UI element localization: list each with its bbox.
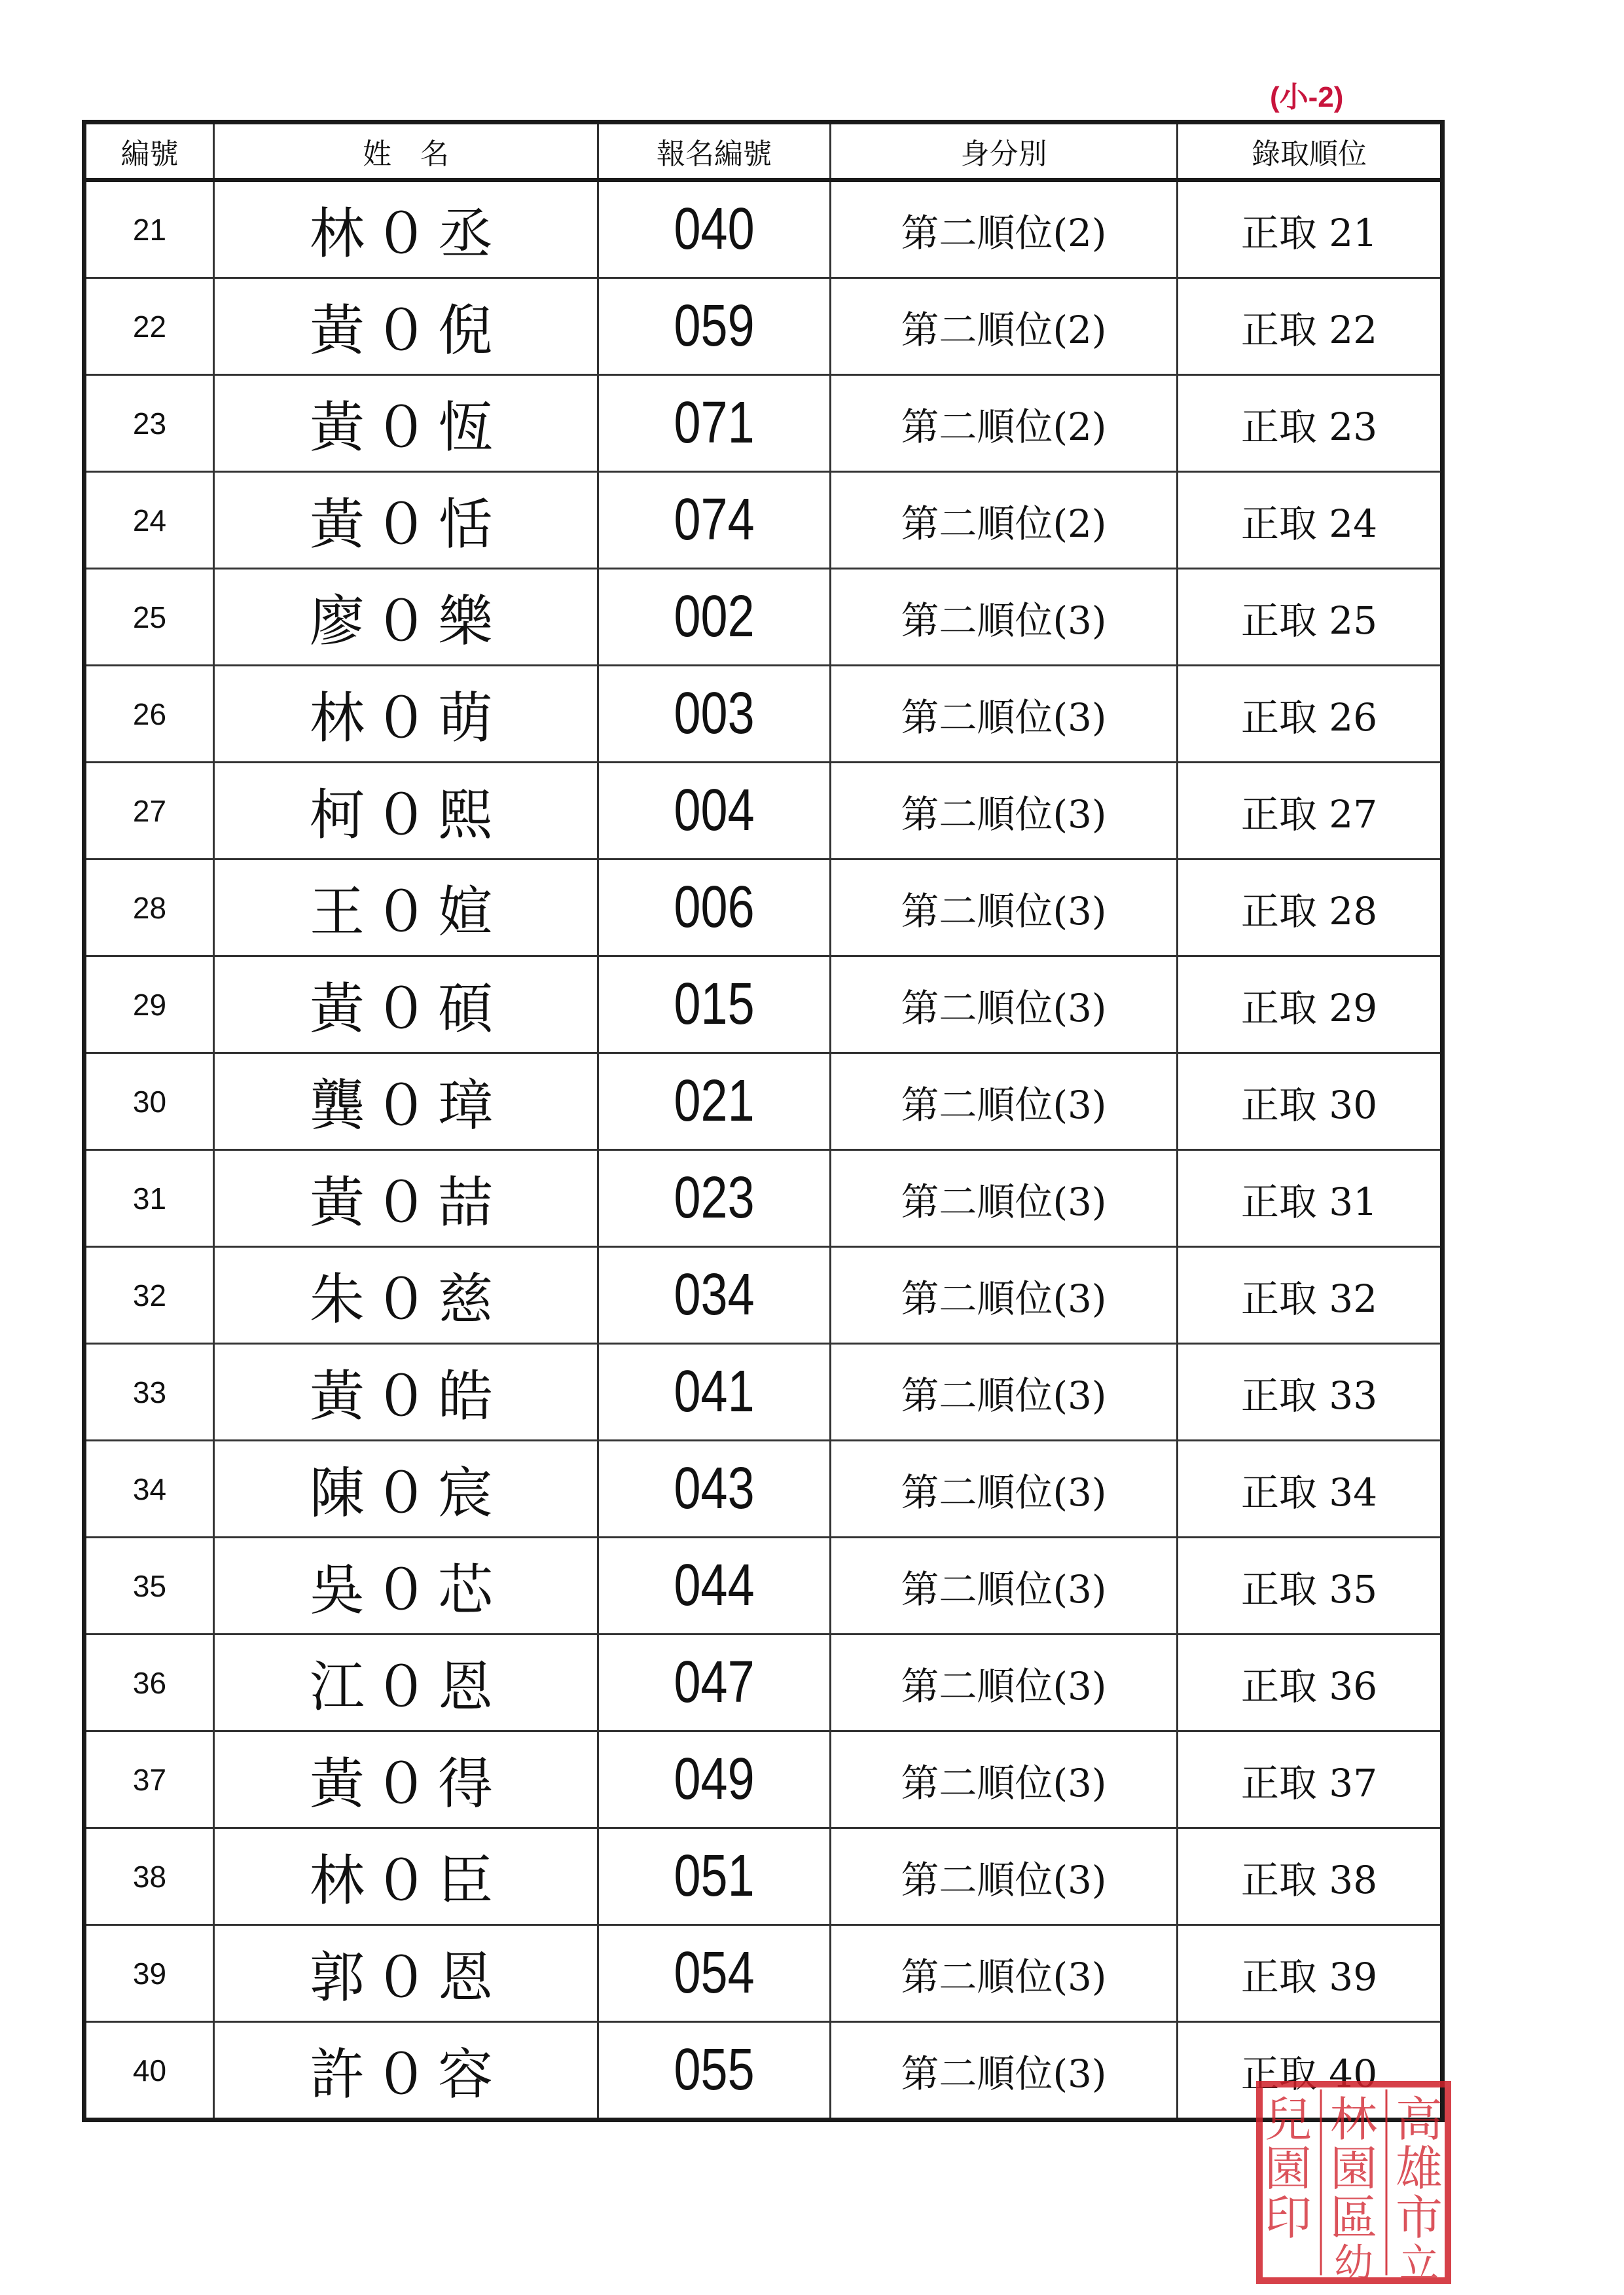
cell-name-text: 林０萌 [309, 686, 502, 750]
cell-identity-text: 第二順位(3) [901, 1954, 1107, 1999]
cell-rank [1178, 1538, 1443, 1635]
cell-rank-text: 正取 33 [1240, 1373, 1378, 1418]
cell-reg-no [598, 1635, 831, 1731]
cell-rank [1178, 1441, 1443, 1538]
cell-name-text: 許０容 [309, 2042, 502, 2106]
cell-reg-no [598, 1053, 831, 1150]
cell-no-text: 38 [132, 1859, 167, 1894]
cell-reg-no-text: 041 [674, 1359, 755, 1424]
cell-reg-no-text: 006 [674, 875, 755, 940]
cell-rank [1178, 763, 1443, 859]
cell-identity [831, 859, 1178, 956]
svg-text:雄: 雄 [1395, 2141, 1443, 2196]
cell-name-text: 林０臣 [309, 1849, 502, 1913]
cell-name [214, 278, 598, 375]
table-row [84, 472, 1443, 569]
cell-reg-no-text: 044 [674, 1553, 755, 1618]
header-rank: 錄取順位 [1178, 122, 1443, 181]
cell-reg-no-text: 023 [674, 1165, 755, 1231]
cell-no [84, 278, 214, 375]
cell-name [214, 666, 598, 763]
cell-name [214, 1635, 598, 1731]
cell-reg-no-text: 074 [674, 487, 755, 552]
cell-rank [1178, 180, 1443, 278]
cell-reg-no-text: 059 [674, 293, 755, 359]
cell-no-text: 31 [132, 1181, 167, 1216]
cell-no [84, 1635, 214, 1731]
cell-identity-text: 第二順位(3) [901, 1663, 1107, 1708]
cell-reg-no [598, 1344, 831, 1441]
cell-reg-no [598, 666, 831, 763]
table-row [84, 956, 1443, 1053]
cell-reg-no-text: 047 [674, 1650, 755, 1715]
cell-no-text: 34 [132, 1472, 167, 1506]
cell-name [214, 1344, 598, 1441]
table-row [84, 1828, 1443, 1925]
cell-no [84, 763, 214, 859]
cell-rank [1178, 956, 1443, 1053]
cell-reg-no [598, 763, 831, 859]
cell-no [84, 1828, 214, 1925]
cell-name-text: 朱０慈 [309, 1267, 502, 1331]
cell-reg-no-text: 071 [674, 390, 755, 456]
cell-name [214, 763, 598, 859]
cell-no [84, 569, 214, 666]
cell-name [214, 472, 598, 569]
table-row [84, 1150, 1443, 1247]
cell-rank-text: 正取 36 [1240, 1663, 1378, 1708]
cell-reg-no [598, 859, 831, 956]
svg-text:園: 園 [1329, 2141, 1378, 2196]
cell-reg-no [598, 472, 831, 569]
cell-reg-no-text: 051 [674, 1843, 755, 1909]
cell-name-text: 黃０皓 [309, 1364, 502, 1428]
cell-rank-text: 正取 24 [1240, 501, 1378, 546]
cell-name [214, 569, 598, 666]
cell-identity-text: 第二順位(3) [901, 1373, 1107, 1418]
cell-rank-text: 正取 28 [1240, 888, 1378, 933]
cell-identity [831, 278, 1178, 375]
cell-no [84, 1441, 214, 1538]
cell-identity [831, 1150, 1178, 1247]
cell-reg-no [598, 1247, 831, 1344]
svg-text:高: 高 [1395, 2092, 1443, 2147]
cell-identity-text: 第二順位(3) [901, 1857, 1107, 1902]
cell-identity [831, 1441, 1178, 1538]
cell-rank-text: 正取 30 [1240, 1082, 1378, 1127]
cell-rank-text: 正取 22 [1240, 307, 1378, 352]
cell-no [84, 1150, 214, 1247]
cell-rank-text: 正取 37 [1240, 1760, 1378, 1805]
cell-rank-text: 正取 31 [1240, 1179, 1378, 1224]
cell-reg-no [598, 2022, 831, 2120]
cell-reg-no [598, 1150, 831, 1247]
cell-name [214, 375, 598, 472]
cell-no [84, 666, 214, 763]
cell-identity-text: 第二順位(3) [901, 1179, 1107, 1224]
cell-reg-no [598, 180, 831, 278]
cell-name-text: 黃０得 [309, 1752, 502, 1816]
cell-name-text: 黃０碩 [309, 977, 502, 1041]
table-row [84, 1053, 1443, 1150]
cell-no-text: 33 [132, 1375, 167, 1409]
cell-identity [831, 472, 1178, 569]
cell-identity [831, 763, 1178, 859]
cell-no-text: 37 [132, 1762, 167, 1797]
svg-text:印: 印 [1264, 2190, 1312, 2245]
cell-identity [831, 1247, 1178, 1344]
header-name: 姓 名 [214, 122, 598, 181]
cell-no-text: 29 [132, 987, 167, 1022]
cell-no [84, 180, 214, 278]
cell-no-text: 32 [132, 1278, 167, 1312]
cell-reg-no-text: 040 [674, 196, 755, 262]
cell-no [84, 956, 214, 1053]
cell-rank [1178, 1247, 1443, 1344]
svg-text:林: 林 [1329, 2092, 1378, 2147]
svg-text:幼: 幼 [1334, 2241, 1373, 2285]
cell-identity [831, 1538, 1178, 1635]
table-row [84, 180, 1443, 278]
cell-rank [1178, 375, 1443, 472]
table-row [84, 375, 1443, 472]
header-no: 編號 [84, 122, 214, 181]
cell-identity-text: 第二順位(3) [901, 1470, 1107, 1515]
cell-no [84, 1538, 214, 1635]
table-row [84, 2022, 1443, 2120]
cell-name [214, 1731, 598, 1828]
cell-no [84, 375, 214, 472]
table-row [84, 569, 1443, 666]
cell-name-text: 黃０喆 [309, 1170, 502, 1235]
cell-identity-text: 第二順位(2) [901, 404, 1107, 449]
cell-reg-no [598, 1828, 831, 1925]
cell-reg-no-text: 004 [674, 778, 755, 843]
cell-identity [831, 1731, 1178, 1828]
cell-identity-text: 第二順位(3) [901, 1566, 1107, 1612]
cell-no-text: 28 [132, 890, 167, 925]
cell-rank-text: 正取 23 [1240, 404, 1378, 449]
cell-identity [831, 1344, 1178, 1441]
cell-identity-text: 第二順位(3) [901, 598, 1107, 643]
cell-no [84, 2022, 214, 2120]
cell-rank-text: 正取 25 [1240, 598, 1378, 643]
cell-no-text: 22 [132, 309, 167, 344]
cell-name [214, 1053, 598, 1150]
cell-identity-text: 第二順位(2) [901, 210, 1107, 255]
cell-reg-no [598, 1441, 831, 1538]
cell-name [214, 2022, 598, 2120]
cell-name-text: 江０恩 [309, 1655, 502, 1719]
cell-no [84, 1344, 214, 1441]
cell-name [214, 1538, 598, 1635]
cell-name [214, 180, 598, 278]
cell-reg-no [598, 569, 831, 666]
cell-reg-no-text: 034 [674, 1262, 755, 1328]
cell-reg-no [598, 1538, 831, 1635]
cell-rank [1178, 278, 1443, 375]
cell-name [214, 1828, 598, 1925]
official-seal [1255, 2080, 1452, 2285]
table-row [84, 1731, 1443, 1828]
cell-name-text: 廖０樂 [309, 589, 502, 653]
table-row [84, 1635, 1443, 1731]
svg-text:兒: 兒 [1264, 2092, 1312, 2147]
table-row [84, 859, 1443, 956]
table-body [84, 180, 1443, 2120]
cell-rank [1178, 1925, 1443, 2022]
cell-rank-text: 正取 38 [1240, 1857, 1378, 1902]
cell-name-text: 林０丞 [309, 202, 502, 266]
cell-reg-no-text: 021 [674, 1068, 755, 1134]
table-row [84, 763, 1443, 859]
cell-name-text: 黃０恆 [309, 395, 502, 460]
cell-name [214, 1247, 598, 1344]
svg-text:立: 立 [1399, 2241, 1439, 2285]
cell-reg-no-text: 003 [674, 681, 755, 746]
cell-name-text: 郭０恩 [309, 1945, 502, 2010]
cell-no [84, 859, 214, 956]
cell-name [214, 1441, 598, 1538]
cell-identity [831, 956, 1178, 1053]
cell-rank-text: 正取 35 [1240, 1566, 1378, 1612]
page-tag: (小-2) [1270, 81, 1344, 113]
cell-name [214, 1925, 598, 2022]
svg-text:市: 市 [1395, 2190, 1443, 2245]
cell-rank-text: 正取 32 [1240, 1276, 1378, 1321]
header-reg-no: 報名編號 [598, 122, 831, 181]
cell-identity-text: 第二順位(3) [901, 888, 1107, 933]
cell-no-text: 35 [132, 1568, 167, 1603]
cell-name-text: 陳０宸 [309, 1461, 502, 1525]
cell-no [84, 1053, 214, 1150]
svg-text:區: 區 [1329, 2190, 1378, 2245]
cell-name-text: 黃０恬 [309, 492, 502, 556]
cell-reg-no-text: 015 [674, 971, 755, 1037]
cell-rank [1178, 569, 1443, 666]
cell-name-text: 柯０熙 [309, 783, 502, 847]
cell-no-text: 27 [132, 793, 167, 828]
cell-rank-text: 正取 21 [1240, 210, 1378, 255]
svg-text:園: 園 [1264, 2141, 1312, 2196]
cell-identity-text: 第二順位(2) [901, 501, 1107, 546]
cell-no-text: 30 [132, 1084, 167, 1119]
cell-identity-text: 第二順位(3) [901, 695, 1107, 740]
cell-reg-no-text: 002 [674, 584, 755, 649]
cell-reg-no [598, 956, 831, 1053]
cell-rank-text: 正取 40 [1240, 2051, 1378, 2096]
cell-rank [1178, 1731, 1443, 1828]
table-row [84, 1441, 1443, 1538]
cell-no [84, 1925, 214, 2022]
cell-identity [831, 569, 1178, 666]
cell-no [84, 1247, 214, 1344]
header-identity: 身分別 [831, 122, 1178, 181]
cell-no-text: 26 [132, 696, 167, 731]
cell-reg-no [598, 1925, 831, 2022]
cell-identity [831, 1925, 1178, 2022]
cell-name-text: 黃０倪 [309, 298, 502, 363]
cell-no-text: 36 [132, 1665, 167, 1700]
cell-identity-text: 第二順位(3) [901, 985, 1107, 1030]
cell-reg-no [598, 375, 831, 472]
cell-rank [1178, 666, 1443, 763]
cell-rank [1178, 1344, 1443, 1441]
cell-name [214, 1150, 598, 1247]
table-row [84, 1344, 1443, 1441]
cell-name-text: 王０媗 [309, 880, 502, 944]
cell-rank-text: 正取 39 [1240, 1954, 1378, 1999]
table-row [84, 278, 1443, 375]
cell-no-text: 24 [132, 503, 167, 537]
cell-rank-text: 正取 29 [1240, 985, 1378, 1030]
cell-reg-no-text: 055 [674, 2037, 755, 2103]
cell-rank [1178, 1635, 1443, 1731]
cell-reg-no-text: 043 [674, 1456, 755, 1521]
cell-name-text: 龔０璋 [309, 1074, 502, 1138]
cell-name [214, 859, 598, 956]
cell-identity-text: 第二順位(2) [901, 307, 1107, 352]
cell-identity [831, 2022, 1178, 2120]
cell-identity-text: 第二順位(3) [901, 1276, 1107, 1321]
cell-rank-text: 正取 26 [1240, 695, 1378, 740]
cell-identity [831, 1635, 1178, 1731]
admission-list-table [82, 120, 1445, 2122]
cell-no-text: 21 [132, 212, 167, 247]
cell-identity-text: 第二順位(3) [901, 2051, 1107, 2096]
cell-no-text: 39 [132, 1956, 167, 1991]
cell-no-text: 40 [132, 2053, 167, 2087]
cell-name-text: 吳０芯 [309, 1558, 502, 1622]
cell-no-text: 23 [132, 406, 167, 441]
cell-identity [831, 1828, 1178, 1925]
cell-identity [831, 180, 1178, 278]
table-header [84, 122, 1443, 181]
table-row [84, 1538, 1443, 1635]
cell-rank [1178, 1150, 1443, 1247]
cell-no-text: 25 [132, 600, 167, 634]
cell-rank [1178, 1828, 1443, 1925]
table-row [84, 1247, 1443, 1344]
cell-name [214, 956, 598, 1053]
cell-reg-no-text: 049 [674, 1746, 755, 1812]
cell-no [84, 1731, 214, 1828]
cell-rank [1178, 472, 1443, 569]
cell-identity-text: 第二順位(3) [901, 1760, 1107, 1805]
cell-reg-no [598, 278, 831, 375]
table-row [84, 1925, 1443, 2022]
cell-identity [831, 666, 1178, 763]
cell-identity-text: 第二順位(3) [901, 1082, 1107, 1127]
cell-identity [831, 1053, 1178, 1150]
cell-identity-text: 第二順位(3) [901, 791, 1107, 837]
cell-rank [1178, 859, 1443, 956]
cell-reg-no [598, 1731, 831, 1828]
table-row [84, 666, 1443, 763]
cell-no [84, 472, 214, 569]
cell-rank-text: 正取 27 [1240, 791, 1378, 837]
header-row [84, 122, 1443, 181]
cell-identity [831, 375, 1178, 472]
cell-reg-no-text: 054 [674, 1940, 755, 2006]
cell-rank-text: 正取 34 [1240, 1470, 1378, 1515]
cell-rank [1178, 1053, 1443, 1150]
